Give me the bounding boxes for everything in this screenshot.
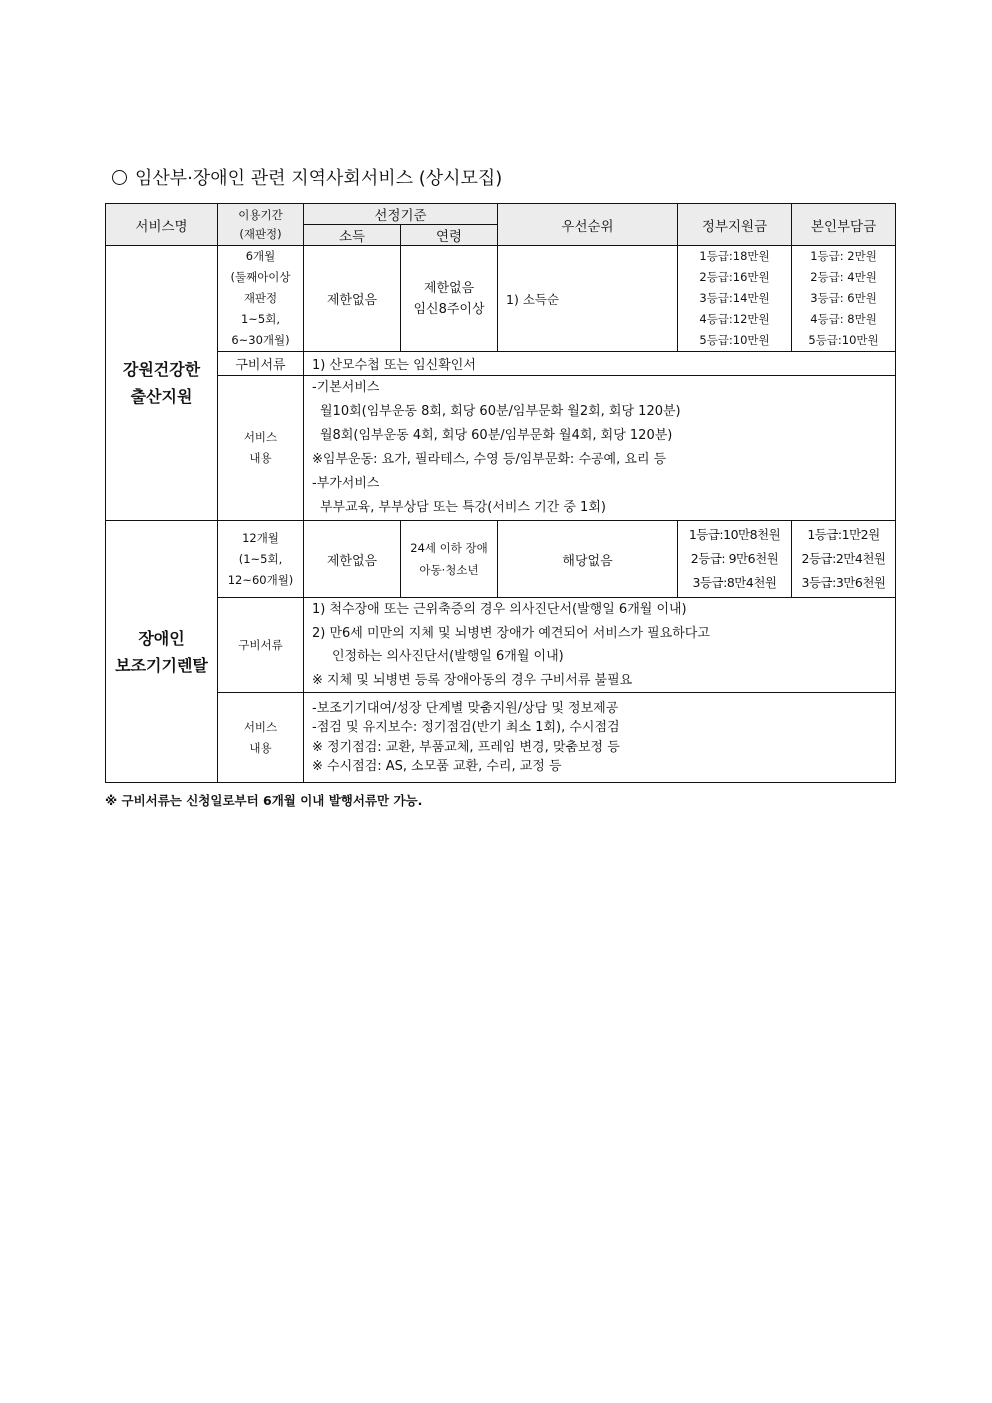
service2-content-label: 서비스 내용	[218, 693, 304, 783]
docs-line: 2) 만6세 미만의 지체 및 뇌병변 장애가 예견되어 서비스가 필요하다고	[312, 625, 710, 641]
content-line: 월10회(임부운동 8회, 회당 60분/임부문화 월2회, 회당 120분)	[320, 404, 681, 419]
service1-docs: 1) 산모수첩 또는 임신확인서	[304, 352, 896, 376]
content-line: -기본서비스	[312, 380, 380, 395]
service2-priority: 해당없음	[498, 521, 678, 598]
service2-gov-support: 1등급:10만8천원 2등급: 9만6천원 3등급:8만4천원	[678, 521, 792, 598]
service2-name: 장애인 보조기기렌탈	[106, 521, 218, 783]
service2-period: 12개월 (1~5회, 12~60개월)	[218, 521, 304, 598]
footnote: ※ 구비서류는 신청일로부터 6개월 이내 발행서류만 가능.	[105, 793, 423, 808]
content-line: -부가서비스	[312, 476, 380, 491]
content-line: ※임부운동: 요가, 필라테스, 수영 등/임부문화: 수공예, 요리 등	[312, 452, 667, 467]
header-criteria: 선정기준	[304, 204, 498, 225]
circle-bullet-icon	[112, 170, 127, 185]
service1-content-label: 서비스 내용	[218, 376, 304, 521]
service1-self-pay: 1등급: 2만원 2등급: 4만원 3등급: 6만원 4등급: 8만원 5등급:10만원	[792, 246, 896, 352]
service1-content	[304, 376, 896, 521]
content-line: -보조기기대여/성장 단계별 맞춤지원/상담 및 정보제공	[312, 700, 619, 716]
header-priority: 우선순위	[498, 204, 678, 246]
service2-self-pay: 1등급:1만2원 2등급:2만4천원 3등급:3만6천원	[792, 521, 896, 598]
docs-line: 1) 척수장애 또는 근위축증의 경우 의사진단서(발행일 6개월 이내)	[312, 602, 687, 617]
service2-docs	[304, 598, 896, 693]
service1-age: 제한없음 임신8주이상	[401, 246, 498, 352]
service1-name: 강원건강한 출산지원	[106, 246, 218, 521]
service1-docs-label: 구비서류	[218, 352, 304, 376]
content-line: 월8회(임부운동 4회, 회당 60분/임부문화 월4회, 회당 120분)	[320, 428, 673, 443]
content-line: ※ 수시점검: AS, 소모품 교환, 수리, 교정 등	[312, 759, 562, 774]
header-income: 소득	[304, 225, 401, 246]
services-table	[105, 203, 896, 783]
header-period: 이용기간 (재판정)	[218, 204, 304, 246]
service2-income: 제한없음	[304, 521, 401, 598]
service1-period: 6개월 (둘째아이상 재판정 1~5회, 6~30개월)	[218, 246, 304, 352]
service2-age: 24세 이하 장애 아동·청소년	[401, 521, 498, 598]
header-gov-support: 정부지원금	[678, 204, 792, 246]
header-service-name: 서비스명	[106, 204, 218, 246]
service1-priority: 1) 소득순	[498, 246, 678, 352]
header-self-pay: 본인부담금	[792, 204, 896, 246]
docs-line: ※ 지체 및 뇌병변 등록 장애아동의 경우 구비서류 불필요	[312, 672, 633, 688]
section-title-text: 임산부·장애인 관련 지역사회서비스 (상시모집)	[135, 168, 503, 189]
header-age: 연령	[401, 225, 498, 246]
content-line: -점검 및 유지보수: 정기점검(반기 최소 1회), 수시점검	[312, 720, 620, 735]
content-line: ※ 정기점검: 교환, 부품교체, 프레임 변경, 맞춤보정 등	[312, 739, 620, 755]
content-line: 부부교육, 부부상담 또는 특강(서비스 기간 중 1회)	[320, 500, 606, 515]
service1-income: 제한없음	[304, 246, 401, 352]
service2-content	[304, 693, 896, 783]
service2-docs-label: 구비서류	[218, 598, 304, 693]
docs-line: 인정하는 의사진단서(발행일 6개월 이내)	[332, 649, 564, 664]
section-title	[112, 164, 502, 190]
service1-gov-support: 1등급:18만원 2등급:16만원 3등급:14만원 4등급:12만원 5등급:10만원	[678, 246, 792, 352]
